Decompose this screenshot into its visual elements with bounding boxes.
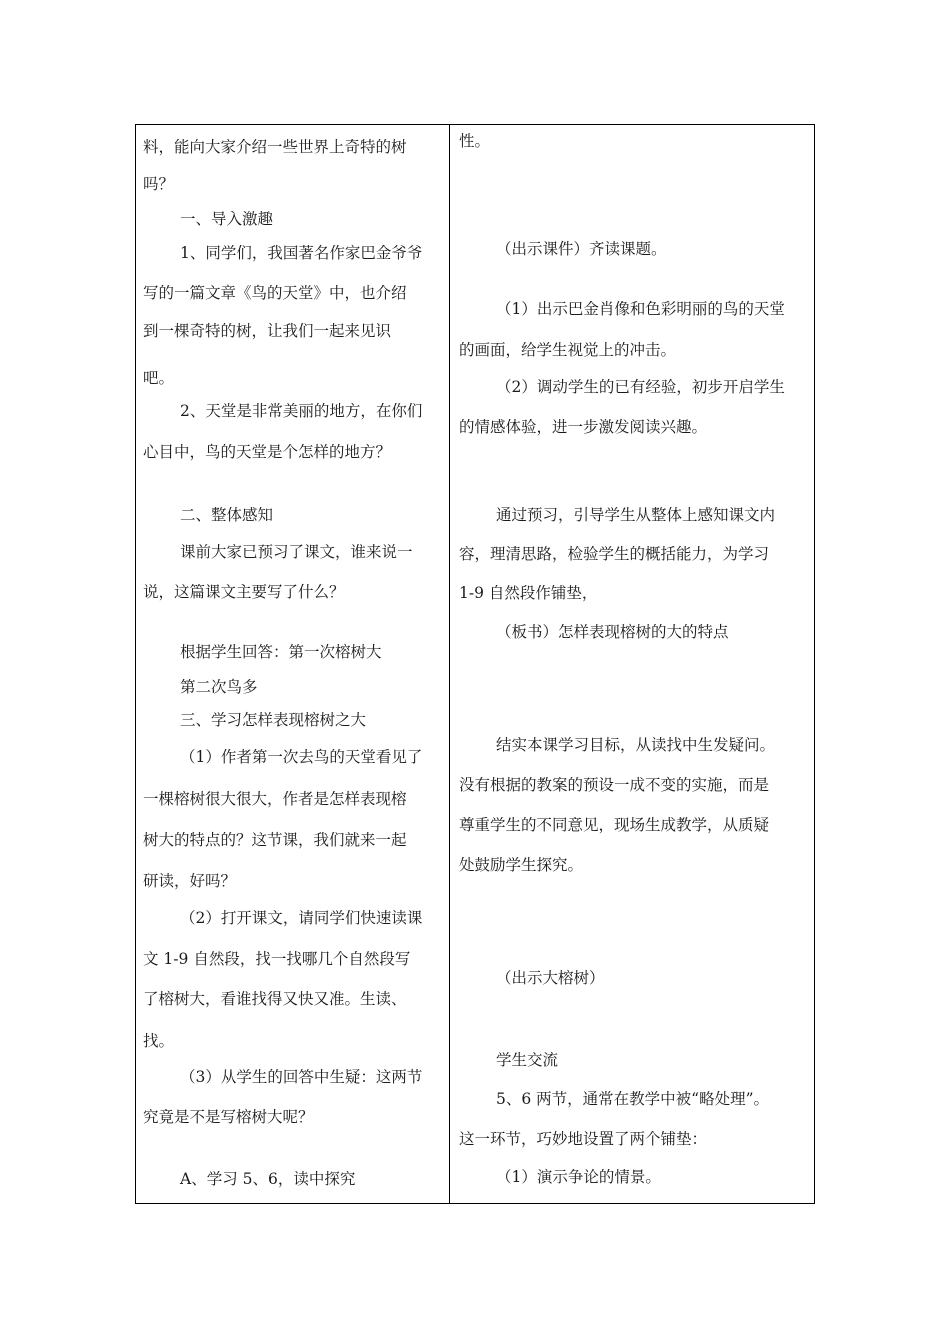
right-text-line: 1-9 自然段作铺垫， — [459, 584, 598, 602]
right-text-line: （板书）怎样表现榕树的大的特点 — [496, 623, 729, 641]
right-text-line: 5、6 两节，通常在教学中被“略处理”。 — [496, 1090, 769, 1108]
right-text-line: 容，理清思路，检验学生的概括能力，为学习 — [459, 545, 770, 563]
left-text-line: 了榕树大，看谁找得又快又准。生读、 — [143, 990, 407, 1008]
left-text-line: 二、整体感知 — [180, 506, 274, 524]
left-text-line: 到一棵奇特的树，让我们一起来见识 — [143, 322, 392, 340]
right-text-line: 性。 — [459, 132, 491, 150]
left-text-line: 树大的特点的？这节课，我们就来一起 — [143, 831, 407, 849]
left-text-line: 2、天堂是非常美丽的地方，在你们 — [180, 402, 423, 420]
column-divider — [449, 125, 450, 1203]
left-text-line: （1）作者第一次去鸟的天堂看见了 — [180, 748, 423, 766]
left-text-line: 吧。 — [143, 369, 175, 387]
right-text-line: 学生交流 — [496, 1051, 559, 1069]
right-text-line: （2）调动学生的已有经验，初步开启学生 — [496, 378, 785, 396]
left-text-line: 研读，好吗？ — [143, 872, 237, 890]
left-text-line: 心目中，鸟的天堂是个怎样的地方？ — [143, 443, 392, 461]
left-text-line: 根据学生回答：第一次榕树大 — [180, 643, 382, 661]
right-text-line: 的画面，给学生视觉上的冲击。 — [459, 341, 677, 359]
left-text-line: 1、同学们，我国著名作家巴金爷爷 — [180, 244, 423, 262]
left-text-line: 写的一篇文章《鸟的天堂》中，也介绍 — [143, 284, 407, 302]
right-text-line: （1）出示巴金肖像和色彩明丽的鸟的天堂 — [496, 300, 785, 318]
left-text-line: 究竟是不是写榕树大呢？ — [143, 1108, 314, 1126]
right-text-line: （出示课件）齐读课题。 — [496, 240, 667, 258]
left-text-line: A、学习 5、6，读中探究 — [180, 1170, 356, 1188]
lesson-plan-table — [135, 124, 815, 1204]
right-text-line: 处鼓励学生探究。 — [459, 856, 584, 874]
left-text-line: 课前大家已预习了课文，谁来说一 — [180, 543, 413, 561]
right-text-line: 尊重学生的不同意见，现场生成教学，从质疑 — [459, 816, 770, 834]
left-text-line: 三、学习怎样表现榕树之大 — [180, 711, 367, 729]
left-text-line: 吗？ — [143, 175, 175, 193]
left-text-line: 找。 — [143, 1032, 175, 1050]
right-text-line: （1）演示争论的情景。 — [496, 1168, 661, 1186]
left-text-line: 说，这篇课文主要写了什么？ — [143, 583, 345, 601]
right-text-line: （出示大榕树） — [496, 969, 605, 987]
right-text-line: 结实本课学习目标，从读找中生发疑问。 — [496, 736, 776, 754]
right-text-line: 这一环节，巧妙地设置了两个铺垫： — [459, 1130, 708, 1148]
left-text-line: （3）从学生的回答中生疑：这两节 — [180, 1068, 423, 1086]
left-text-line: （2）打开课文，请同学们快速读课 — [180, 909, 423, 927]
right-text-line: 没有根据的教案的预设一成不变的实施，而是 — [459, 776, 770, 794]
left-text-line: 文 1-9 自然段，找一找哪几个自然段写 — [143, 950, 411, 968]
right-text-line: 的情感体验，进一步激发阅读兴趣。 — [459, 418, 708, 436]
right-text-line: 通过预习，引导学生从整体上感知课文内 — [496, 506, 776, 524]
left-text-line: 第二次鸟多 — [180, 678, 258, 696]
left-text-line: 一、导入激趣 — [180, 210, 274, 228]
left-text-line: 一棵榕树很大很大，作者是怎样表现榕 — [143, 790, 407, 808]
left-text-line: 料，能向大家介绍一些世界上奇特的树 — [143, 138, 407, 156]
